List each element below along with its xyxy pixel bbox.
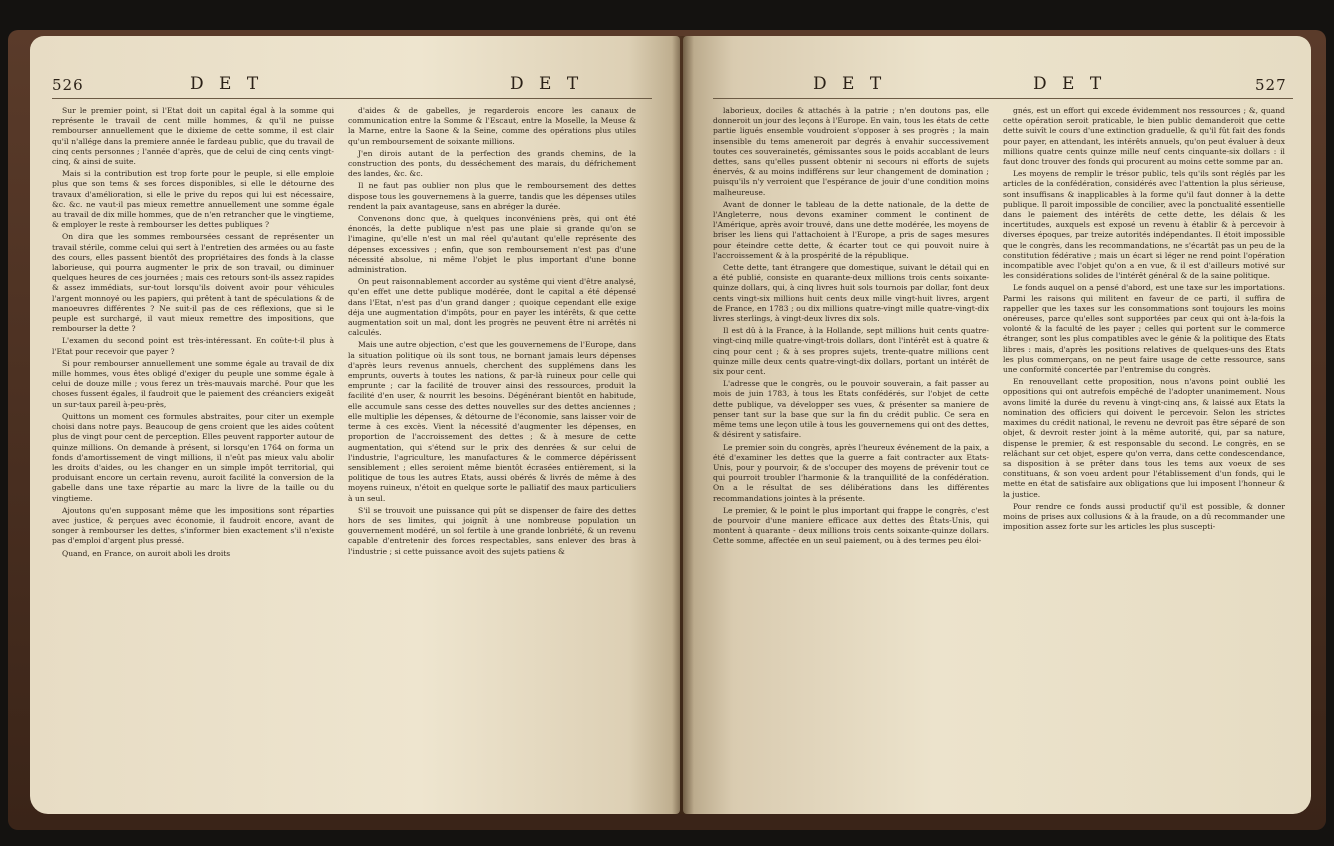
paragraph: Convenons donc que, à quelques inconvéniens près, qui ont été énoncés, la dette publique n'est pas une plaie si grande qu'on se l'imagine, qu'elle n'est un mal réel qu'autant qu'elle représente des dépenses excessives ; enfin, que son remboursement n'est pas d'une nécessité absolue, ni même l'objet le plus important d'une bonne administration. <box>348 214 636 275</box>
paragraph: Quand, en France, on auroit aboli les droits <box>62 548 231 558</box>
paragraph: J'en dirois autant de la perfection des grands chemins, de la construction des ponts, du desséchement des marais, du défrichement des landes, &c. &c. <box>348 148 636 179</box>
paragraph: Il est dû à la France, à la Hollande, sept millions huit cents quatre-vingt-cinq mille quatre-vingt-trois dollars, dont l'intérêt est à quatre & cinq pour cent ; & à ses propres sujets, trente-quatre millions cent quinze mille deux cents quatre-vingt-dix dollars, portant un intérêt de six pour cent. <box>713 326 989 377</box>
right-page <box>683 36 1311 814</box>
paragraph: On peut raisonnablement accorder au systême qui vient d'être analysé, qu'en effet une dette publique modérée, dont le capital a été dépensé dans l'Etat, n'est pas d'un grand danger ; quoique cependant elle exige déja une augmentation d'impôts, pour en payer les intérêts, & que cette augmentation soit un mal, dont les progrès ne peuvent être ni arrêtés ni calculés. <box>348 277 636 338</box>
paragraph: d'aides & de gabelles, je regarderois encore les canaux de communication entre la Somme & l'Escaut, entre la Moselle, la Meuse & la Marne, entre la Saone & la Seine, comme des opérations plus utiles qu'un remboursement de soixante millions. <box>348 106 636 146</box>
paragraph: Les moyens de remplir le trésor public, tels qu'ils sont réglés par les articles de la confédération, considérés avec l'attention la plus sérieuse, sont insuffisans & inapplicables à la forme qu'il faut donner à la dette publique. Il paroit impossible de concilier, avec la ponctualité essentielle dans le paiement des intérêts de cette dette, les délais & les incertitudes, auxquels est exposé un revenu à établir & à percevoir à diverses époques, par treize autorités indépendantes. Il étoit impossible que le congrès, dans les recommandations, ne s'écartât pas un peu de la constitution fédérative ; mais un écart si léger ne rend point l'opération incompatible avec l'objet qu'on a en vue, & il est d'ailleurs motivé sur les considérations solides de l'intérêt général & de la saine politique. <box>1003 169 1285 281</box>
page-number-left: 526 <box>52 76 84 94</box>
paragraph: Quittons un moment ces formules abstraites, pour citer un exemple choisi dans notre pays. Beaucoup de gens croient que les aides coûtent plus de vingt pour cent de perception. Elles peuvent rapporter autour de quinze millions. On demande à présent, si lorsqu'en 1764 on forma un fonds d'amortissement de vingt millions, il n'eût pas mieux valu abolir les droits d'aides, ou les changer en un simple impôt territorial, qui produisant encore un certain revenu, auroit facilité la conversion de la gabelle dans une taxe répartie au marc la livre de la taille ou du vingtieme. <box>52 411 334 503</box>
paragraph: Le fonds auquel on a pensé d'abord, est une taxe sur les importations. Parmi les raisons qui militent en faveur de ce parti, il suffira de rappeller que les taxes sur les consommations sont toujours les moins onéreuses, parce qu'elles sont supportées par ceux qui ont à-la-fois la volonté & la faculté de les payer ; celles qui portent sur le commerce étranger, sont les plus compatibles avec le génie & la politique des Etats libres : mais, d'après les positions relatives de quelques-uns des Etats les plus commerçans, on ne peut faire usage de cette ressource, sans une conformité concertée par l'entremise du congrès. <box>1003 283 1285 375</box>
paragraph: Cette dette, tant étrangere que domestique, suivant le détail qui en a été publié, consiste en quarante-deux millions trois cents soixante-quinze dollars, qui, à cinq livres huit sols tournois par dollar, font deux cents vingt-six millions huit cents deux mille vingt-huit livres, argent de France, en 1783 ; ou dix millions quatre-vingt mille quatre-vingt-dix livres sterlings, à vingt-deux livres dix sols. <box>713 263 989 324</box>
paragraph: Le premier, & le point le plus important qui frappe le congrès, c'est de pourvoir d'une maniere efficace aux dettes des États-Unis, qui montent à quarante - deux millions trois cents soixante-quinze dollars. Cette somme, affectée en un seul paiement, ou à des termes peu éloi- <box>713 505 989 546</box>
paragraph: On dira que les sommes remboursées cessant de représenter un travail stérile, comme celui qui sert à l'entretien des armées ou au faste des cours, elles passent bientôt des propriétaires des fonds à la classe laborieuse, qui pourra augmenter le prix de son travail, ou diminuer quelques heures de ces journées ; mais ces retours sont-ils assez rapides & assez immédiats, sur-tout lorsqu'ils doivent avoir pour véhicules l'argent monnoyé ou les papiers, qui prêtent à tant de spéculations & de manoeuvres différentes ? Ne suit-il pas de ces réflexions, que si le peuple est surchargé, il vaut mieux remettre des impositions, que rembourser la dette ? <box>52 232 334 334</box>
running-head-left-1: D E T <box>190 74 264 94</box>
paragraph: Sur le premier point, si l'Etat doit un capital égal à la somme qui représente le travail de cent mille hommes, & qu'il ne puisse rembourser annuellement que le dixieme de cette somme, il est clair qu'il n'allége dans la premiere année le fardeau public, que du travail de cinq cents personnes ; l'année d'après, que de celui de cinq cents vingt-cinq, & ainsi de suite. <box>52 106 334 167</box>
running-head-right-1: D E T <box>813 74 887 94</box>
paragraph: Mais si la contribution est trop forte pour le peuple, si elle emploie plus que son tems & ses forces disponibles, si elle le détourne des travaux d'amélioration, si elle le prive du repos qui lui est nécessaire, &c. &c. ne vaut-il pas mieux remettre annuellement une somme égale au travail de dix mille hommes, que de n'en retrancher que le vingtieme, & employer le reste à rembourser les dettes publiques ? <box>52 169 334 230</box>
book-gutter <box>672 36 694 814</box>
paragraph: En renouvellant cette proposition, nous n'avons point oublié les oppositions qui ont autrefois empêché de l'adopter unanimement. Nous avons limité la durée du revenu à vingt-cinq ans, & laissé aux Etats la nomination des officiers qui doivent le percevoir. Selon les strictes maximes du crédit national, le revenu ne devroit pas être séparé de son objet, & devroit rester joint à la même autorité, qui, par sa nature, dispense le premier, & est responsable du second. Le congrès, en se relâchant sur cet objet, espere qu'on verra, dans cette condescendance, sa disposition à se prêter dans tous les tems aux voeux de ses constituans, & son voeu ardent pour l'établissement d'un fonds, qui le mette en état de satisfaire aux obligations que lui imposent l'honneur & la justice. <box>1003 377 1285 499</box>
paragraph: Avant de donner le tableau de la dette nationale, de la dette de l'Angleterre, nous devons examiner comment le continent de l'Amérique, après avoir trouvé, dans une dette modérée, les moyens de briser les liens qui l'attachoient à l'Europe, a pris de sages mesures pour éteindre cette dette, & écarter tout ce qui pouvoit nuire à l'accroissement & à la prospérité de la république. <box>713 199 989 260</box>
paragraph: S'il se trouvoit une puissance qui pût se dispenser de faire des dettes hors de ses limites, qui joignît à une nombreuse population un gouvernement modéré, un sol fertile à une grande lonbriété, & un revenu capable d'entretenir des forces respectables, sans enlever des bras à l'industrie ; si cette puissance avoit des sujets patiens & <box>348 505 636 556</box>
paragraph: L'adresse que le congrès, ou le pouvoir souverain, a fait passer au mois de juin 1783, à tous les Etats confédérés, sur l'objet de cette dette publique, va développer ses vues, & présenter sa maniere de penser tant sur la base que sur la fin du crédit public. Ce sera en même tems une leçon utile à tous les gouvernemens qui ont des dettes, & désirent y satisfaire. <box>713 379 989 440</box>
page-number-right: 527 <box>1255 76 1287 94</box>
paragraph: L'examen du second point est très-intéressant. En coûte-t-il plus à l'Etat pour recevoir que payer ? <box>52 336 334 356</box>
paragraph: Pour rendre ce fonds aussi productif qu'il est possible, & donner moins de prises aux collusions & à la fraude, on a dû recommander une imposition assez forte sur les articles les plus suscepti- <box>1003 501 1285 532</box>
head-rule-right <box>713 98 1293 99</box>
paragraph: Ajoutons qu'en supposant même que les impositions sont réparties avec justice, & perçues avec économie, il faudroit encore, avant de songer à rembourser les dettes, s'informer bien exactement s'il n'existe pas d'emploi d'argent plus pressé. <box>52 505 334 546</box>
paragraph: Si pour rembourser annuellement une somme égale au travail de dix mille hommes, vous êtes obligé d'exiger du peuple une somme égale à celui de douze mille ; vous ferez un très-mauvais marché. Pour que les choses fussent égales, il faudroit que le paiement des créanciers exigeât un sur-taux pareil à-peu-près, <box>52 358 334 409</box>
left-page-column-1 <box>52 106 334 806</box>
left-page <box>30 36 680 814</box>
running-head-right-2: D E T <box>1033 74 1107 94</box>
paragraph: gnés, est un effort qui excede évidemment nos ressources ; &, quand cette opération seroit praticable, le bien public demanderoit que cette dette suivît le cours d'une extinction graduelle, & qu'il fût fait des fonds pour payer, en attendant, les intérêts annuels, qu'on peut évaluer à deux millions quatre cents quinze mille neuf cents cinquante-six dollars : il faut donc trouver des fonds qui procurent au moins cette somme par an. <box>1003 106 1285 167</box>
paragraph: Le premier soin du congrès, après l'heureux événement de la paix, a été d'examiner les dettes que la guerre a fait contracter aux Etats-Unis, pour y pourvoir, & de s'occuper des moyens de prévenir tout ce qui pourroit troubler l'harmonie & la tranquillité de la confédération. On a le résultat de ses délibérations dans les différentes recommandations jointes à la présente. <box>713 442 989 503</box>
paragraph: Il ne faut pas oublier non plus que le remboursement des dettes dispose tous les gouvernemens à la guerre, tandis que les dépenses utiles rendent la paix avantageuse, sans en abréger la durée. <box>348 181 636 211</box>
paragraph: Mais une autre objection, c'est que les gouvernemens de l'Europe, dans la situation politique où ils sont tous, ne bornant jamais leurs dépenses d'après leurs revenus annuels, cherchent des supplémens dans les emprunts, ouverts à toutes les nations, & par-là ruineux pour celle qui emprunte ; car la facilité de trouver ainsi des ressources, produit la facilité d'en user, & nourrit les besoins. Dégénérant bientôt en habitude, elle accumule sans cesse des dettes nouvelles sur des dettes anciennes ; elle multiplie les dépenses, & détourne de l'économie, sans laisser voir de terme à ces excès. Vient la nécessité d'augmenter les dépenses, en proportion de l'accroissement des dettes ; & à mesure de cette augmentation, qui s'étend sur le prix des denrées & sur celui de l'industrie, l'agriculture, les manufactures & le commerce dépérissent sensiblement ; elles seroient même bientôt écrasées entièrement, si la politique de tous les autres Etats, aussi obérés & livrés de même à des moyens ruineux, n'étoit en quelque sorte le palliatif des maux particuliers à un seul. <box>348 340 636 503</box>
head-rule-left <box>52 98 652 99</box>
left-page-column-2 <box>348 106 636 806</box>
right-page-column-2 <box>1003 106 1285 806</box>
right-page-column-1 <box>713 106 989 806</box>
paragraph: laborieux, dociles & attachés à la patrie ; n'en doutons pas, elle donneroit un jour des leçons à l'Europe. En vain, tous les états de cette partie ligués ensemble voudroient s'opposer à ses progrès ; la main insensible du tems ameneroit par degrés à envahir successivement toutes ces souverainetés, gémissantes sous le poids accablant de leurs dettes, sans qu'elles pussent obtenir ni secours ni efforts de sujets énervés, & au moins indifférens sur leur changement de domination ; puisqu'ils n'y verroient que l'espérance de jouir d'une condition moins malheureuse. <box>713 106 989 197</box>
running-head-left-2: D E T <box>510 74 584 94</box>
